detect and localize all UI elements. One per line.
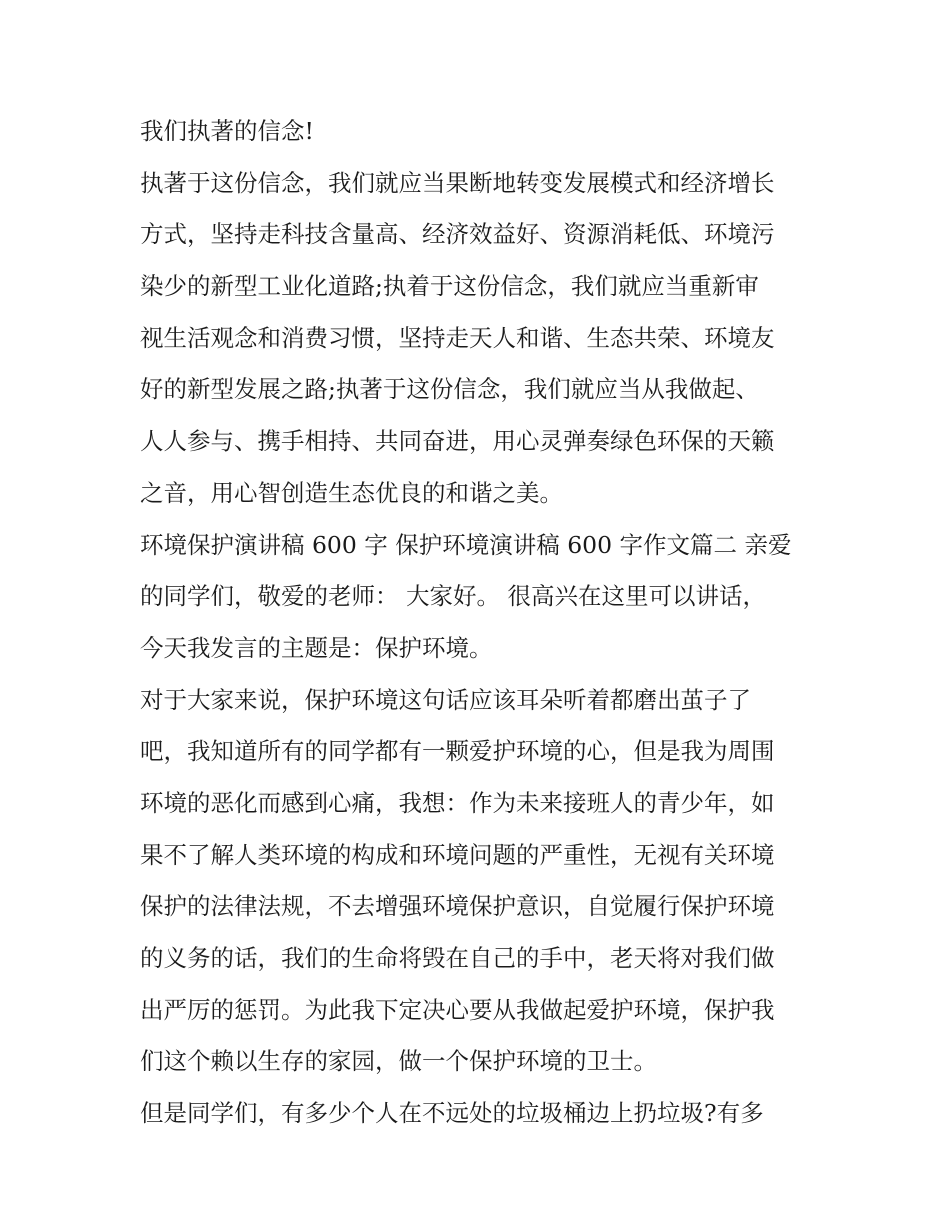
paragraph-4 [140,675,812,1089]
text-line: 保护的法律法规，不去增强环境保护意识，自觉履行保护环境 [140,892,775,921]
paragraph-5 [140,1088,812,1140]
paragraph-2 [140,158,812,520]
text-line: 环境保护演讲稿 600 字 保护环境演讲稿 600 字作文篇二 亲爱 [140,530,792,559]
text-line: 好的新型发展之路;执著于这份信念，我们就应当从我做起、 [140,375,759,404]
text-line: 今天我发言的主题是：保护环境。 [140,633,493,662]
text-line: 吧，我知道所有的同学都有一颗爱护环境的心，但是我为周围 [140,737,775,766]
text-line: 执著于这份信念，我们就应当果断地转变发展模式和经济增长 [140,168,775,197]
text-line: 出严厉的惩罚。为此我下定决心要从我做起爱护环境，保护我 [140,995,775,1024]
text-line: 视生活观念和消费习惯，坚持走天人和谐、生态共荣、环境友 [140,323,775,352]
text-line: 方式，坚持走科技含量高、经济效益好、资源消耗低、环境污 [140,220,775,249]
text-line: 果不了解人类环境的构成和环境问题的严重性，无视有关环境 [140,840,775,869]
text-line: 的义务的话，我们的生命将毁在自己的手中，老天将对我们做 [140,944,775,972]
text-line: 的同学们，敬爱的老师： 大家好。 很高兴在这里可以讲话， [140,582,766,611]
paragraph-1 [140,106,812,158]
text-line: 之音，用心智创造生态优良的和谐之美。 [140,478,563,507]
text-line: 人人参与、携手相持、共同奋进，用心灵弹奏绿色环保的天籁 [140,427,775,456]
document-body [140,106,812,1140]
text-line: 对于大家来说，保护环境这句话应该耳朵听着都磨出茧子了 [140,685,751,714]
text-line: 染少的新型工业化道路;执着于这份信念，我们就应当重新审 [140,272,759,301]
text-line: 我们执著的信念! [140,117,314,145]
text-line: 但是同学们，有多少个人在不远处的垃圾桶边上扔垃圾?有多 [140,1099,764,1128]
text-line: 环境的恶化而感到心痛，我想：作为未来接班人的青少年，如 [140,788,775,817]
text-line: 们这个赖以生存的家园，做一个保护环境的卫士。 [140,1047,657,1076]
paragraph-3 [140,520,812,675]
